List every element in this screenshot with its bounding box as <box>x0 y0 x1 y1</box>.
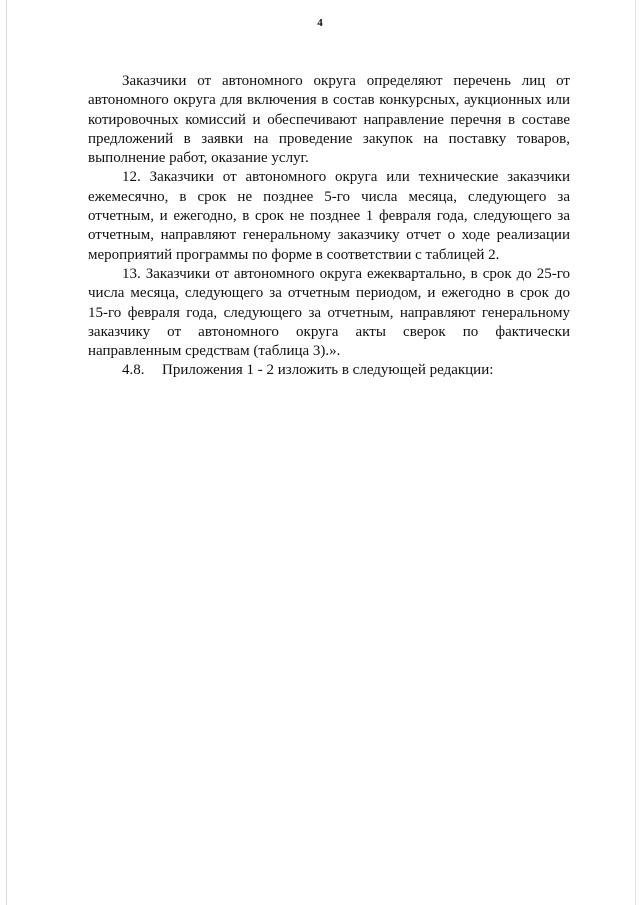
document-body <box>88 72 570 381</box>
paragraph-commission-list: Заказчики от автономного округа определяют перечень лиц от автономного округа для включения в состав конкурсных, аукционных или котировочных комиссий и обеспечивают направление перечня в составе предложений в заявки на проведение закупок на поставку товаров, выполнение работ, оказание услуг. <box>88 73 570 167</box>
paragraph-clause-4-8 <box>88 361 570 380</box>
page-number: 4 <box>317 17 323 29</box>
page-edge-right <box>635 0 636 905</box>
clause-number: 4.8. <box>122 362 145 379</box>
paragraph-monthly-report: 12. Заказчики от автономного округа или технические заказчики ежемесячно, в срок не позднее 5-го числа месяца, следующего за отчетным, и ежегодно, в срок не позднее 1 февраля года, следующего за отчетным, направляют генеральному заказчику отчет о ходе реализации мероприятий программы по форме в соответствии с таблицей 2. <box>88 169 570 263</box>
clause-text: Приложения 1 - 2 изложить в следующей редакции: <box>162 362 494 379</box>
paragraph-quarterly-reconciliation: 13. Заказчики от автономного округа ежеквартально, в срок до 25-го числа месяца, следующего за отчетным периодом, и ежегодно в срок до 15-го февраля года, следующего за отчетным, направляют генеральному заказчику от автономного округа акты сверок по фактически направленным средствам (таблица 3).». <box>88 265 570 360</box>
page-edge-left <box>6 0 7 905</box>
